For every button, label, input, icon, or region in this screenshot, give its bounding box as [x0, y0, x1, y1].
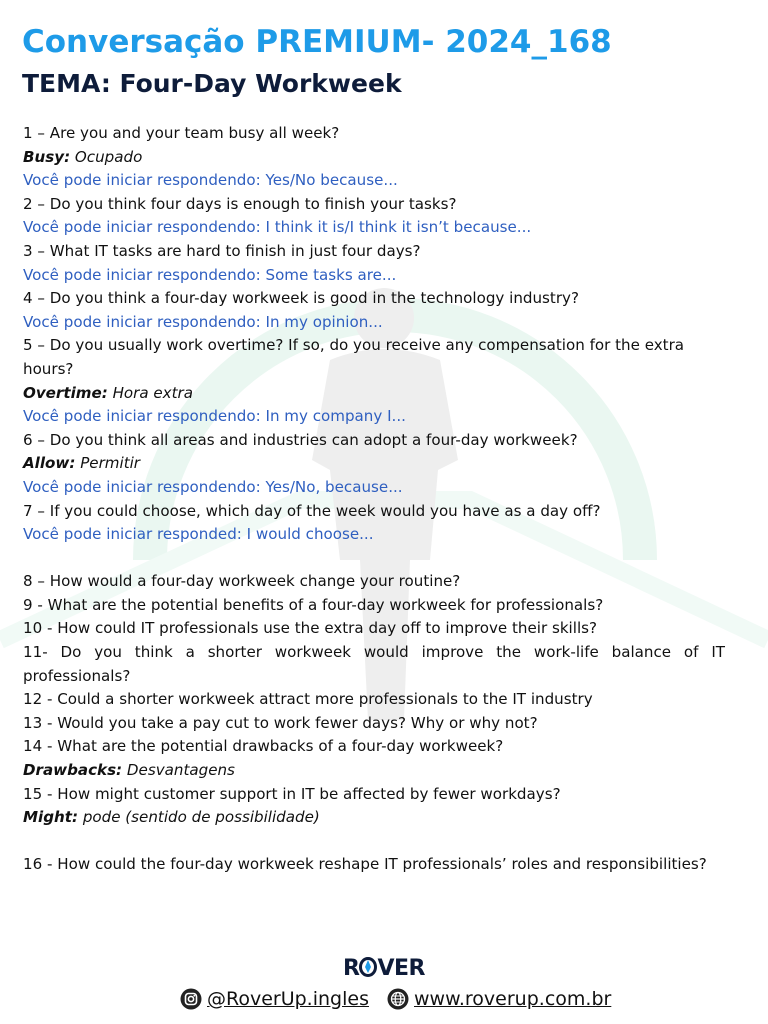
vocabulary-note	[23, 146, 725, 170]
vocabulary-term: Busy:	[23, 147, 71, 166]
vocabulary-term: Overtime:	[23, 383, 108, 402]
vocabulary-meaning: Hora extra	[112, 383, 193, 402]
instagram-link[interactable]	[180, 986, 369, 1012]
question: 6 – Do you think all areas and industries can adopt a four-day workweek?	[23, 430, 578, 449]
vocabulary-term: Drawbacks:	[23, 761, 123, 780]
question: 16 - How could the four-day workweek reshape IT professionals’ roles and responsibilities?	[23, 855, 707, 874]
logo-rocket-o	[359, 957, 377, 977]
vocabulary-term: Allow:	[23, 454, 76, 473]
answer-hint: Você pode iniciar responded: I would choose...	[23, 525, 374, 544]
question: 2 – Do you think four days is enough to finish your tasks?	[23, 194, 457, 213]
question: 4 – Do you think a four-day workweek is good in the technology industry?	[23, 289, 579, 308]
vocabulary-note	[23, 452, 725, 476]
question: 14 - What are the potential drawbacks of a four-day workweek?	[23, 737, 504, 756]
question: 9 - What are the potential benefits of a four-day workweek for professionals?	[23, 595, 604, 614]
question: 10 - How could IT professionals use the extra day off to improve their skills?	[23, 619, 598, 638]
question: 15 - How might customer support in IT be affected by fewer workdays?	[23, 784, 561, 803]
answer-hint: Você pode iniciar respondendo: In my opinion...	[23, 312, 383, 331]
answer-hint: Você pode iniciar respondendo: In my company I...	[23, 407, 406, 426]
page-subtitle: TEMA: Four-Day Workweek	[22, 69, 402, 98]
globe-icon	[387, 988, 409, 1010]
answer-hint: Você pode iniciar respondendo: I think it is/I think it isn’t because...	[23, 218, 532, 237]
instagram-handle[interactable]: @RoverUp.ingles	[207, 988, 369, 1010]
vocabulary-note	[23, 759, 725, 783]
vocabulary-note	[23, 806, 725, 830]
instagram-icon	[180, 988, 202, 1010]
answer-hint: Você pode iniciar respondendo: Some tasks are...	[23, 265, 397, 284]
vocabulary-meaning: pode (sentido de possibilidade)	[82, 808, 320, 827]
vocabulary-meaning: Desvantagens	[126, 761, 235, 780]
answer-hint: Você pode iniciar respondendo: Yes/No because...	[23, 171, 398, 190]
vocabulary-meaning: Permitir	[80, 454, 141, 473]
vocabulary-term: Might:	[23, 808, 78, 827]
question: 3 – What IT tasks are hard to finish in just four days?	[23, 241, 421, 260]
question: 8 – How would a four-day workweek change your routine?	[23, 572, 461, 591]
question-list	[23, 122, 725, 877]
website-url[interactable]: www.roverup.com.br	[414, 988, 612, 1010]
question: 5 – Do you usually work overtime? If so, do you receive any compensation for the extra hours?	[23, 336, 685, 378]
vocabulary-meaning: Ocupado	[74, 147, 143, 166]
question: 13 - Would you take a pay cut to work fewer days? Why or why not?	[23, 713, 538, 732]
question: 7 – If you could choose, which day of the week would you have as a day off?	[23, 501, 601, 520]
rover-logo: R VER	[343, 956, 425, 981]
blank-line	[23, 547, 725, 571]
page-title: Conversação PREMIUM- 2024_168	[22, 24, 612, 60]
question: 12 - Could a shorter workweek attract more professionals to the IT industry	[23, 690, 593, 709]
question: 1 – Are you and your team busy all week?	[23, 124, 340, 142]
vocabulary-note	[23, 382, 725, 406]
website-link[interactable]	[387, 986, 611, 1012]
answer-hint: Você pode iniciar respondendo: Yes/No, because...	[23, 477, 403, 496]
blank-line	[23, 830, 725, 854]
question: 11- Do you think a shorter workweek would improve the work-life balance of IT professionals?	[23, 643, 725, 685]
